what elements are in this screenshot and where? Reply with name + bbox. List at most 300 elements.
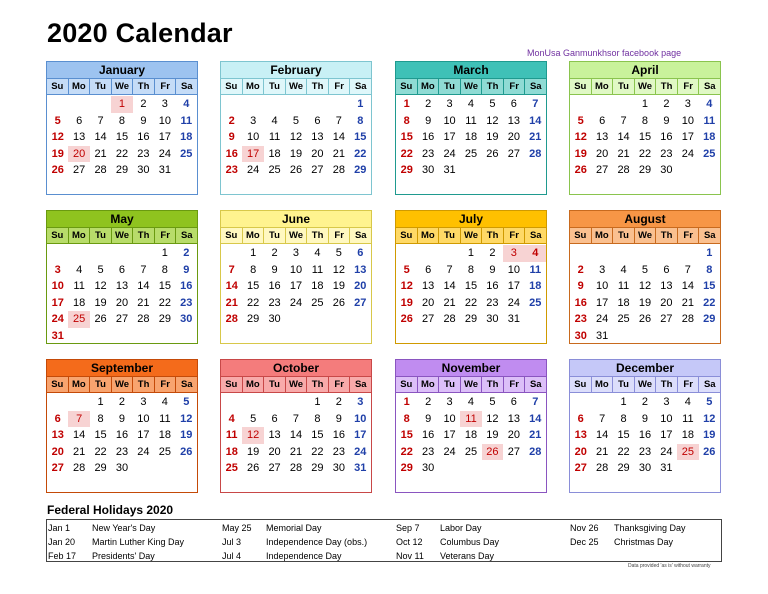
day-cell: 22	[464, 296, 478, 309]
day-cell: 23	[225, 164, 238, 176]
day-cell: 8	[97, 412, 104, 425]
weekday-header-row	[570, 377, 720, 393]
day-cell: 9	[140, 114, 147, 127]
empty-cell	[264, 394, 285, 411]
day-cell: 11	[180, 114, 193, 127]
day-cell: 15	[400, 429, 413, 441]
day-grid	[396, 244, 546, 328]
day-cell: 15	[354, 131, 367, 143]
day-cell: 4	[161, 396, 168, 408]
holiday-row	[396, 549, 499, 563]
weekday-label: Fr	[329, 228, 351, 243]
holiday-name: Presidents' Day	[92, 551, 155, 561]
day-cell: 18	[180, 131, 193, 143]
day-cell: 6	[76, 114, 83, 127]
day-cell: 12	[332, 263, 345, 276]
weekday-label: We	[112, 377, 134, 392]
day-cell: 28	[289, 462, 303, 474]
day-cell: 2	[335, 396, 342, 408]
weekday-label: Su	[221, 79, 243, 94]
day-cell: 8	[467, 263, 475, 276]
day-cell: 20	[507, 131, 520, 143]
holiday-date: Nov 26	[570, 523, 599, 533]
weekday-label: Tu	[439, 228, 461, 243]
day-cell: 29	[464, 313, 478, 325]
weekday-label: Tu	[439, 79, 461, 94]
day-cell: 6	[118, 263, 126, 276]
weekday-label: We	[635, 377, 657, 392]
weekday-label: Mo	[592, 228, 614, 243]
day-cell: 17	[507, 280, 520, 292]
day-cell: 5	[335, 247, 342, 259]
holiday-name: Christmas Day	[614, 537, 674, 547]
weekday-label: Fr	[504, 377, 526, 392]
day-cell: 10	[507, 263, 520, 276]
empty-cell	[68, 394, 89, 411]
weekday-label: Fr	[504, 228, 526, 243]
day-cell: 20	[311, 147, 324, 160]
weekday-label: Tu	[264, 228, 286, 243]
month-june	[220, 210, 372, 344]
weekday-label: Su	[396, 377, 418, 392]
day-cell: 10	[443, 114, 456, 127]
weekday-label: Sa	[180, 230, 193, 241]
day-cell: 30	[486, 313, 499, 325]
weekday-label: Su	[396, 228, 418, 243]
day-cell: 19	[703, 429, 716, 441]
day-cell: 30	[180, 313, 193, 325]
holiday-row	[222, 549, 367, 563]
day-cell: 21	[529, 429, 542, 441]
empty-cell	[221, 394, 242, 411]
holiday-date: Dec 25	[570, 537, 599, 547]
weekday-label: Mo	[69, 79, 91, 94]
day-cell: 28	[443, 313, 456, 325]
weekday-label: Th	[482, 79, 504, 94]
day-cell: 21	[529, 131, 542, 143]
weekday-label: We	[461, 228, 483, 243]
day-cell: 19	[486, 429, 499, 441]
day-cell: 10	[354, 412, 367, 425]
day-cell: 21	[289, 445, 303, 458]
day-cell: 14	[617, 131, 630, 143]
weekday-label: We	[635, 228, 657, 243]
month-november	[395, 359, 547, 493]
holidays-title: Federal Holidays 2020	[47, 503, 174, 517]
day-cell: 21	[617, 147, 630, 160]
day-cell: 26	[180, 445, 193, 458]
weekday-header-row	[221, 377, 371, 393]
day-cell: 5	[292, 114, 300, 127]
day-cell: 1	[250, 247, 257, 259]
holiday-name: Memorial Day	[266, 523, 322, 533]
day-cell: 3	[54, 263, 61, 276]
holiday-row	[396, 535, 499, 549]
day-cell: 6	[271, 412, 278, 425]
day-cell: 14	[137, 280, 150, 292]
weekday-label: Tu	[90, 377, 112, 392]
day-cell: 28	[617, 164, 630, 176]
weekday-label: Th	[133, 79, 155, 94]
day-cell: 8	[620, 412, 627, 425]
day-cell: 29	[638, 164, 652, 176]
weekday-label: Fr	[329, 377, 351, 392]
holiday-row	[222, 535, 367, 549]
day-cell: 28	[596, 462, 609, 474]
day-cell: 5	[489, 396, 496, 408]
day-cell: 30	[574, 329, 587, 342]
weekday-label: Tu	[264, 79, 286, 94]
holiday-day-cell: 25	[677, 444, 698, 461]
day-cell: 1	[641, 98, 649, 110]
day-cell: 21	[596, 445, 609, 458]
day-cell: 13	[73, 131, 86, 143]
day-cell: 10	[660, 412, 673, 425]
weekday-label: We	[112, 79, 134, 94]
holidays-column	[396, 521, 499, 563]
day-cell: 5	[706, 396, 713, 408]
day-cell: 19	[94, 296, 107, 309]
day-cell: 11	[465, 114, 477, 127]
day-cell: 31	[51, 329, 64, 342]
day-cell: 21	[443, 296, 456, 309]
day-cell: 29	[354, 164, 367, 176]
day-cell: 17	[596, 296, 609, 309]
day-cell: 14	[681, 280, 694, 292]
holiday-row	[396, 521, 499, 535]
day-cell: 2	[641, 396, 649, 408]
day-cell: 21	[137, 296, 150, 309]
day-cell: 14	[529, 412, 542, 425]
day-cell: 18	[158, 429, 171, 441]
day-cell: 23	[660, 147, 673, 160]
day-cell: 22	[703, 296, 716, 309]
month-january	[46, 61, 198, 195]
day-cell: 27	[115, 313, 129, 325]
holiday-day-cell: 1	[111, 96, 132, 113]
day-cell: 9	[183, 263, 190, 276]
day-cell: 14	[94, 131, 107, 143]
day-cell: 11	[703, 114, 716, 127]
day-cell: 20	[51, 445, 64, 458]
empty-cell	[417, 245, 438, 262]
day-cell: 16	[225, 147, 238, 160]
day-cell: 1	[620, 396, 627, 408]
day-cell: 18	[225, 445, 238, 458]
empty-cell	[264, 96, 285, 113]
day-cell: 23	[422, 445, 435, 458]
day-cell: 6	[599, 114, 606, 127]
day-cell: 21	[94, 147, 107, 160]
day-cell: 15	[400, 131, 413, 143]
holiday-day-cell: 20	[68, 146, 89, 163]
day-cell: 18	[268, 147, 281, 160]
weekday-label: Mo	[592, 79, 614, 94]
day-cell: 27	[268, 462, 281, 474]
day-cell: 28	[529, 147, 542, 160]
day-cell: 20	[268, 445, 281, 458]
day-cell: 27	[311, 164, 324, 176]
month-february	[220, 61, 372, 195]
day-cell: 24	[660, 445, 673, 458]
day-cell: 14	[596, 429, 609, 441]
day-cell: 26	[638, 313, 652, 325]
day-cell: 4	[467, 396, 475, 408]
weekday-header-row	[221, 79, 371, 95]
month-october	[220, 359, 372, 493]
day-cell: 6	[663, 263, 670, 276]
day-cell: 7	[228, 263, 235, 276]
day-cell: 26	[400, 313, 413, 325]
day-cell: 4	[183, 98, 190, 110]
day-cell: 9	[425, 412, 432, 425]
holiday-date: Oct 12	[396, 537, 423, 547]
day-cell: 29	[311, 462, 324, 474]
day-cell: 6	[314, 114, 321, 127]
day-cell: 4	[684, 396, 691, 408]
day-cell: 2	[489, 247, 496, 259]
empty-cell	[591, 96, 612, 113]
day-cell: 5	[489, 98, 496, 110]
day-cell: 5	[97, 263, 104, 276]
day-cell: 5	[54, 114, 61, 127]
day-cell: 28	[681, 313, 694, 325]
day-cell: 2	[228, 114, 235, 127]
day-cell: 3	[357, 396, 364, 408]
day-cell: 1	[97, 396, 104, 408]
weekday-label: Th	[307, 228, 329, 243]
day-cell: 12	[94, 280, 107, 292]
empty-cell	[285, 394, 306, 411]
weekday-header-row	[396, 228, 546, 244]
day-cell: 4	[467, 98, 475, 110]
day-cell: 13	[115, 280, 129, 292]
holiday-date: Jul 3	[222, 537, 242, 547]
holiday-row	[570, 521, 686, 535]
day-cell: 3	[292, 247, 300, 259]
day-cell: 26	[51, 164, 64, 176]
day-cell: 16	[486, 280, 499, 292]
day-cell: 30	[115, 462, 129, 474]
day-cell: 19	[574, 147, 587, 160]
day-cell: 4	[706, 98, 713, 110]
day-cell: 3	[140, 396, 147, 408]
day-cell: 22	[94, 445, 107, 458]
day-cell: 31	[354, 462, 367, 474]
day-cell: 17	[681, 131, 694, 143]
empty-cell	[570, 96, 591, 113]
month-april	[569, 61, 721, 195]
day-cell: 1	[403, 396, 410, 408]
empty-cell	[613, 245, 634, 262]
day-cell: 19	[51, 147, 64, 160]
day-cell: 30	[422, 164, 435, 176]
day-cell: 17	[158, 131, 171, 143]
day-cell: 29	[158, 313, 171, 325]
holiday-name: Thanksgiving Day	[614, 523, 686, 533]
day-cell: 11	[159, 412, 171, 425]
holidays-column	[48, 521, 184, 563]
day-cell: 21	[73, 445, 86, 458]
day-cell: 30	[638, 462, 652, 474]
month-header: March	[396, 62, 546, 79]
weekday-label: Mo	[69, 377, 91, 392]
day-cell: 13	[660, 280, 673, 292]
empty-cell	[133, 245, 154, 262]
empty-cell	[613, 96, 634, 113]
day-cell: 15	[638, 131, 652, 143]
holiday-day-cell: 7	[68, 411, 89, 428]
month-july	[395, 210, 547, 344]
day-cell: 25	[180, 147, 193, 160]
day-cell: 9	[425, 114, 432, 127]
day-cell: 9	[489, 263, 496, 276]
day-cell: 2	[663, 98, 670, 110]
day-cell: 10	[681, 114, 694, 127]
empty-cell	[570, 394, 591, 411]
day-cell: 7	[599, 412, 606, 425]
day-cell: 28	[137, 313, 150, 325]
weekday-label: Su	[221, 228, 243, 243]
day-cell: 21	[332, 147, 345, 160]
month-december	[569, 359, 721, 493]
weekday-label: Sa	[354, 230, 367, 241]
holiday-date: Jan 1	[48, 523, 71, 533]
weekday-label: Fr	[678, 79, 700, 94]
day-grid	[221, 393, 371, 477]
weekday-label: Sa	[180, 81, 193, 92]
empty-cell	[242, 394, 263, 411]
weekday-label: Sa	[354, 81, 367, 92]
day-cell: 22	[638, 147, 652, 160]
day-cell: 24	[443, 445, 456, 458]
day-cell: 7	[140, 263, 147, 276]
day-cell: 27	[574, 462, 587, 474]
holiday-name: Veterans Day	[440, 551, 495, 561]
weekday-label: Tu	[90, 79, 112, 94]
empty-cell	[68, 245, 89, 262]
day-cell: 27	[596, 164, 609, 176]
day-cell: 17	[354, 429, 367, 441]
day-cell: 13	[574, 429, 587, 441]
empty-cell	[47, 245, 68, 262]
day-cell: 30	[268, 313, 281, 325]
day-cell: 15	[464, 280, 478, 292]
holiday-day-cell: 11	[460, 411, 481, 428]
day-cell: 24	[289, 296, 303, 309]
weekday-label: Fr	[678, 228, 700, 243]
weekday-label: Mo	[418, 228, 440, 243]
day-cell: 2	[118, 396, 126, 408]
day-cell: 10	[596, 280, 609, 292]
day-cell: 17	[289, 280, 303, 292]
day-cell: 16	[115, 429, 129, 441]
empty-cell	[677, 245, 698, 262]
day-cell: 3	[663, 396, 670, 408]
day-cell: 1	[403, 98, 410, 110]
day-cell: 9	[335, 412, 342, 425]
weekday-label: Su	[570, 228, 592, 243]
holiday-day-cell: 3	[503, 245, 524, 262]
day-cell: 17	[51, 296, 64, 309]
day-cell: 13	[596, 131, 609, 143]
day-cell: 1	[467, 247, 475, 259]
day-cell: 11	[225, 429, 238, 441]
day-cell: 2	[140, 98, 147, 110]
day-cell: 24	[354, 445, 367, 458]
day-cell: 30	[332, 462, 345, 474]
holiday-date: May 25	[222, 523, 252, 533]
day-cell: 7	[97, 114, 104, 127]
weekday-label: Su	[570, 377, 592, 392]
day-cell: 4	[271, 114, 278, 127]
month-header: October	[221, 360, 371, 377]
weekday-label: Sa	[703, 230, 716, 241]
month-header: May	[47, 211, 197, 228]
weekday-label: Th	[482, 228, 504, 243]
day-cell: 30	[660, 164, 673, 176]
day-cell: 24	[158, 147, 171, 160]
holiday-name: New Year's Day	[92, 523, 156, 533]
day-cell: 19	[180, 429, 193, 441]
day-cell: 31	[596, 329, 609, 342]
day-cell: 27	[507, 147, 520, 160]
day-cell: 22	[115, 147, 129, 160]
day-cell: 6	[510, 98, 517, 110]
day-cell: 12	[638, 280, 652, 292]
day-cell: 23	[332, 445, 345, 458]
weekday-label: Mo	[418, 79, 440, 94]
weekday-label: We	[286, 228, 308, 243]
day-cell: 28	[332, 164, 345, 176]
day-cell: 11	[617, 280, 630, 292]
month-august	[569, 210, 721, 344]
weekday-label: Mo	[243, 228, 265, 243]
day-cell: 4	[228, 412, 235, 425]
day-cell: 4	[76, 263, 83, 276]
day-cell: 11	[529, 263, 542, 276]
day-cell: 26	[289, 164, 303, 176]
empty-cell	[570, 245, 591, 262]
day-grid	[47, 95, 197, 179]
weekday-label: Su	[396, 79, 418, 94]
weekday-label: Sa	[180, 379, 193, 390]
day-cell: 26	[332, 296, 345, 309]
day-cell: 11	[73, 280, 85, 292]
weekday-label: Th	[482, 377, 504, 392]
day-cell: 10	[443, 412, 456, 425]
empty-cell	[47, 394, 68, 411]
day-cell: 26	[703, 445, 716, 458]
day-cell: 19	[400, 296, 413, 309]
day-cell: 5	[183, 396, 190, 408]
holiday-date: Jul 4	[222, 551, 242, 561]
day-cell: 22	[617, 445, 630, 458]
empty-cell	[68, 96, 89, 113]
day-cell: 3	[446, 396, 453, 408]
weekday-label: Tu	[264, 377, 286, 392]
weekday-label: Fr	[155, 79, 177, 94]
day-cell: 24	[247, 164, 260, 176]
weekday-label: Tu	[439, 377, 461, 392]
day-grid	[221, 95, 371, 179]
day-cell: 9	[641, 412, 649, 425]
weekday-label: Fr	[155, 228, 177, 243]
day-cell: 29	[400, 462, 413, 474]
day-cell: 28	[225, 313, 238, 325]
day-cell: 8	[357, 114, 364, 127]
month-header: June	[221, 211, 371, 228]
